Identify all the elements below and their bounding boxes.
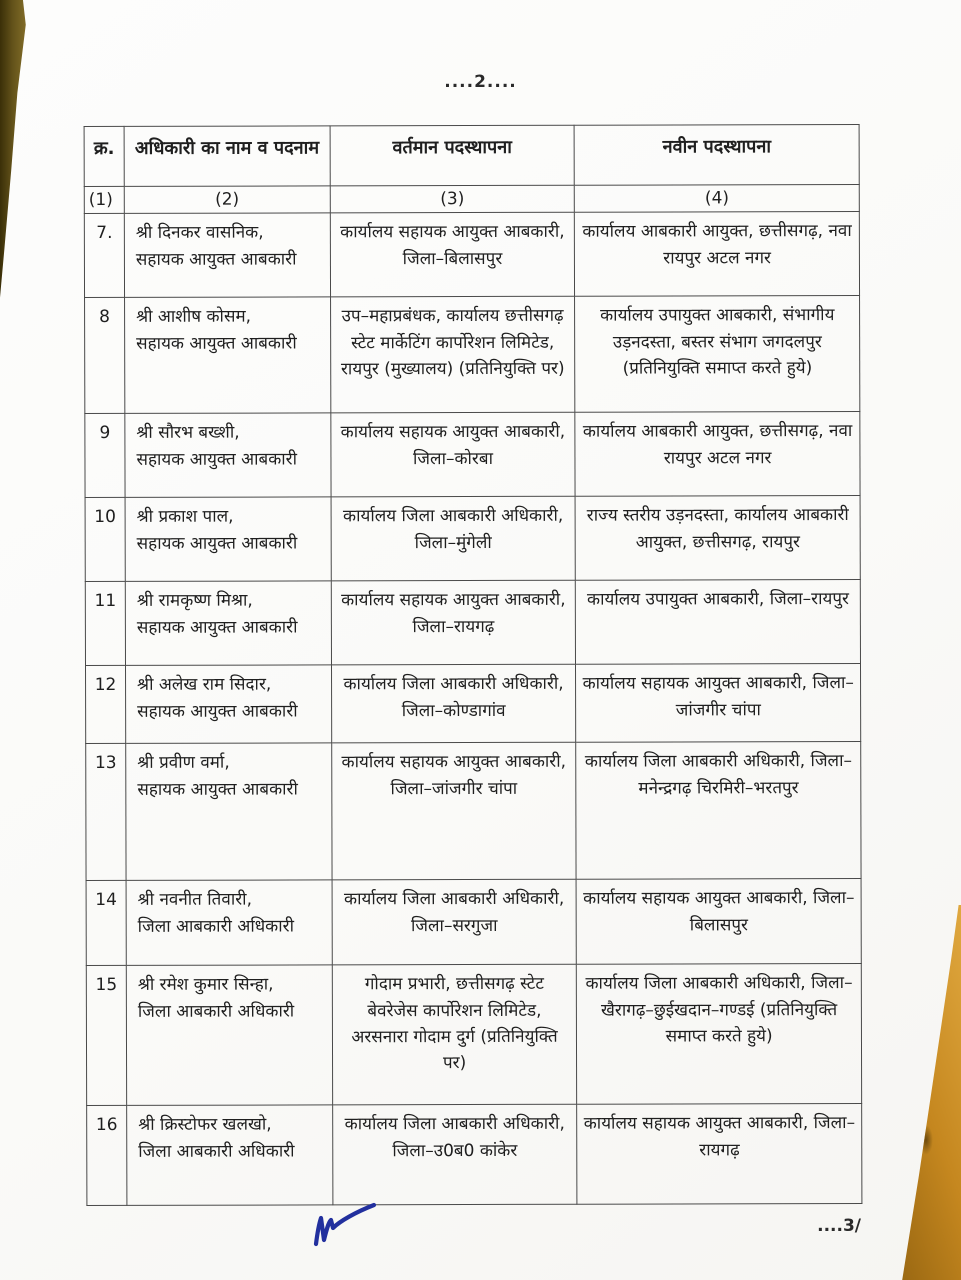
officer-name: श्री रामकृष्ण मिश्रा, [136,590,253,612]
column-number-4: (4) [575,184,860,212]
current-posting-cell: कार्यालय सहायक आयुक्त आबकारी, जिला–कोरबा [331,413,576,498]
new-posting-cell: कार्यालय जिला आबकारी अधिकारी, जिला–खैरागढ़–छुईखदान–गण्डई (प्रतिनियुक्ति समाप्त करते हुये) [577,964,862,1105]
officer-designation: सहायक आयुक्त आबकारी [135,249,297,270]
officer-designation: सहायक आयुक्त आबकारी [136,533,298,554]
serial-number: 11 [85,582,125,666]
table-row [84,212,859,298]
officer-name-cell [126,965,332,1106]
serial-number: 8 [85,298,125,414]
current-posting-cell: कार्यालय जिला आबकारी अधिकारी, जिला–उ0ब0 कांकेर [332,1105,577,1206]
serial-number: 13 [86,744,126,881]
current-posting-cell: कार्यालय जिला आबकारी अधिकारी, जिला–कोण्डागांव [331,665,576,744]
officer-designation: सहायक आयुक्त आबकारी [137,701,298,722]
officer-designation: सहायक आयुक्त आबकारी [136,333,297,354]
officer-name-cell [127,1105,333,1206]
current-posting-cell: कार्यालय सहायक आयुक्त आबकारी, जिला–जांजगीर चांपा [331,743,576,881]
current-posting-cell: गोदाम प्रभारी, छत्तीसगढ़ स्टेट बेवरेजेस कार्पोरेशन लिमिटेड, अरसनारा गोदाम दुर्ग (प्रतिनियुक्ति पर) [332,965,577,1106]
current-posting-cell: उप–महाप्रबंधक, कार्यालय छत्तीसगढ़ स्टेट मार्केटिंग कार्पोरेशन लिमिटेड, रायपुर (मुख्यालय) (प्रतिनियुक्ति पर) [330,297,575,414]
new-posting-cell: कार्यालय जिला आबकारी अधिकारी, जिला–मनेन्द्रगढ़ चिरमिरी–भरतपुर [576,742,861,880]
officer-designation: जिला आबकारी अधिकारी [138,1141,295,1162]
officer-name-cell [125,665,331,744]
officer-name-cell [126,743,332,881]
table-row [86,879,861,966]
signature-stroke [316,1205,374,1244]
new-posting-cell: कार्यालय सहायक आयुक्त आबकारी, जिला–बिलासपुर [576,879,861,965]
officer-designation: सहायक आयुक्त आबकारी [136,449,298,470]
serial-number: 15 [86,966,126,1106]
table-row [85,580,860,666]
serial-number: 12 [86,666,126,744]
officer-name: श्री क्रिस्टोफर खलखो, [138,1114,272,1136]
column-number-3: (3) [330,185,575,213]
new-posting-cell: कार्यालय सहायक आयुक्त आबकारी, जिला–रायगढ़ [577,1104,862,1205]
table-row [86,664,861,744]
officer-name: श्री सौरभ बख्शी, [136,422,240,444]
header-current-posting: वर्तमान पदस्थापना [330,125,575,186]
table-row [86,964,861,1106]
officer-name: श्री अलेख राम सिदार, [137,674,272,696]
serial-number: 14 [86,881,126,966]
header-officer-name: अधिकारी का नाम व पदनाम [124,126,330,187]
header-serial: क्र. [84,126,124,186]
new-posting-cell: कार्यालय आबकारी आयुक्त, छत्तीसगढ़, नवा रायपुर अटल नगर [575,212,860,297]
table-header-row [84,124,859,186]
table-row [87,1104,862,1206]
column-number-row [84,184,859,213]
officer-designation: सहायक आयुक्त आबकारी [136,617,298,638]
officer-designation: जिला आबकारी अधिकारी [137,916,295,937]
serial-number: 7. [84,214,124,298]
serial-number: 9 [85,414,125,498]
header-new-posting: नवीन पदस्थापना [574,124,859,185]
new-posting-cell: कार्यालय उपायुक्त आबकारी, जिला–रायपुर [576,580,861,665]
officer-name-cell [125,413,331,498]
officer-name: श्री प्रकाश पाल, [136,506,234,528]
page-number-top: ....2.... [444,72,517,92]
new-posting-cell: कार्यालय आबकारी आयुक्त, छत्तीसगढ़, नवा रायपुर अटल नगर [575,412,860,497]
officer-name: श्री प्रवीण वर्मा, [137,752,230,774]
desk-edge-right [901,905,961,1280]
officer-name: श्री आशीष कोसम, [136,306,252,328]
table-row [85,496,860,582]
table-row [86,742,861,881]
officer-designation: सहायक आयुक्त आबकारी [137,779,298,800]
table-row [85,296,860,414]
officer-name: श्री नवनीत तिवारी, [137,889,252,911]
table-row [85,412,860,498]
desk-edge-left [0,0,28,310]
current-posting-cell: कार्यालय सहायक आयुक्त आबकारी, जिला–रायगढ़ [331,581,576,666]
officer-name: श्री रमेश कुमार सिन्हा, [137,974,274,996]
officer-name: श्री दिनकर वासनिक, [135,222,264,244]
page-number-bottom: ....3/ [817,1216,861,1236]
officer-name-cell [125,581,331,666]
serial-number: 10 [85,498,125,582]
new-posting-cell: राज्य स्तरीय उड़नदस्ता, कार्यालय आबकारी आयुक्त, छत्तीसगढ़, रायपुर [575,496,860,581]
column-number-2: (2) [124,186,330,214]
current-posting-cell: कार्यालय जिला आबकारी अधिकारी, जिला–मुंगेली [331,497,576,582]
officer-name-cell [126,880,332,966]
new-posting-cell: कार्यालय उपायुक्त आबकारी, संभागीय उड़नदस्ता, बस्तर संभाग जगदलपुर (प्रतिनियुक्ति समाप्त करते हुये) [575,296,860,413]
column-number-1: (1) [84,186,124,213]
serial-number: 16 [87,1106,127,1206]
signature-pen-mark [298,1192,388,1254]
officer-name-cell [124,213,330,298]
officer-name-cell [125,497,331,582]
current-posting-cell: कार्यालय जिला आबकारी अधिकारी, जिला–सरगुजा [332,880,577,966]
officer-name-cell [125,297,331,414]
new-posting-cell: कार्यालय सहायक आयुक्त आबकारी, जिला–जांजगीर चांपा [576,664,861,743]
officer-designation: जिला आबकारी अधिकारी [137,1001,295,1022]
transfer-order-table [84,124,863,1206]
current-posting-cell: कार्यालय सहायक आयुक्त आबकारी, जिला–बिलासपुर [330,213,575,298]
